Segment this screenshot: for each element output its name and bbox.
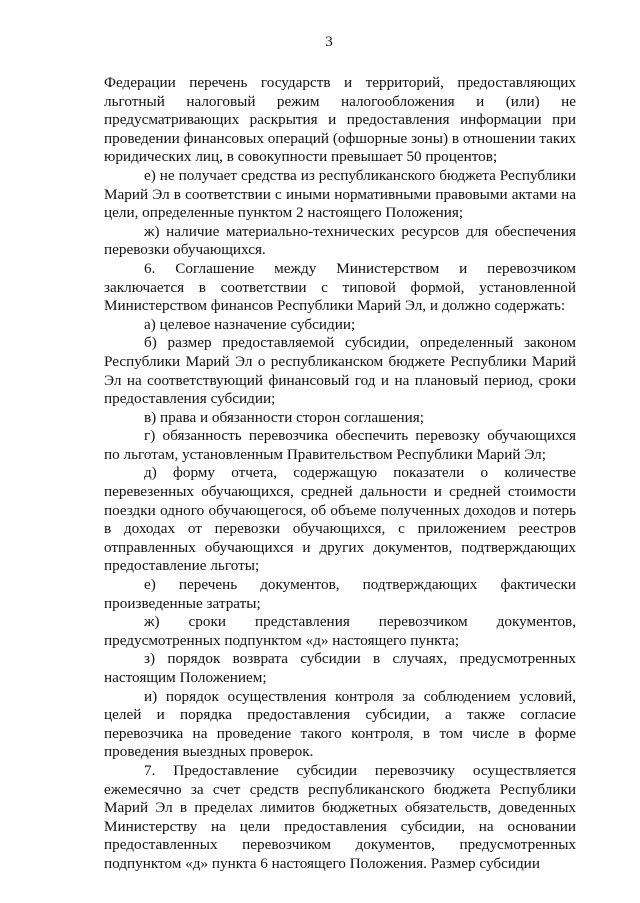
paragraph-clause-6-i: и) порядок осуществления контроля за соблюдением условий, целей и порядка предоставления субсидии, а также согласие перевозчика на проведение такого контроля, в том числе в форме проведения выездных проверок. <box>104 687 576 761</box>
paragraph-clause-6-b: б) размер предоставляемой субсидии, определенный законом Республики Марий Эл о республиканском бюджете Республики Марий Эл на соответствующий финансовый год и на плановый период, сроки предоставления субсидии; <box>104 334 576 408</box>
paragraph-clause-6-z: з) порядок возврата субсидии в случаях, предусмотренных настоящим Положением; <box>104 650 576 686</box>
paragraph-item-zh: ж) наличие материально-технических ресурсов для обеспечения перевозки обучающихся. <box>104 222 576 259</box>
paragraph-continuation: Федерации перечень государств и территорий, предоставляющих льготный налоговый режим налогообложения и (или) не предусматривающих раскрытия и предоставления информации при проведении финансовых операций (офшорные зоны) в отношении таких юридических лиц, в совокупности превышает 50 процентов; <box>104 74 576 166</box>
paragraph-clause-6-a: а) целевое назначение субсидии; <box>144 315 356 333</box>
paragraph-item-e: е) не получает средства из республиканского бюджета Республики Марий Эл в соответствии с иными нормативными правовыми актами на цели, определенные пунктом 2 настоящего Положения; <box>104 166 576 222</box>
paragraph-clause-6: 6. Соглашение между Министерством и перевозчиком заключается в соответствии с типовой формой, установленной Министерством финансов Республики Марий Эл, и должно содержать: <box>104 259 576 315</box>
document-body <box>104 74 576 874</box>
paragraph-clause-6-e: е) перечень документов, подтверждающих фактически произведенные затраты; <box>104 576 576 612</box>
paragraph-clause-7: 7. Предоставление субсидии перевозчику осуществляется ежемесячно за счет средств республиканского бюджета Республики Марий Эл в пределах лимитов бюджетных обязательств, доведенных Министерству на цели предоставления субсидии, на основании предоставленных перевозчиком документов, предусмотренных подпунктом «д» пункта 6 настоящего Положения. Размер субсидии <box>104 761 576 872</box>
page-number: 3 <box>325 34 333 50</box>
paragraph-clause-6-g: г) обязанность перевозчика обеспечить перевозку обучающихся по льготам, установленным Правительством Республики Марий Эл; <box>104 427 576 463</box>
paragraph-clause-6-zh: ж) сроки представления перевозчиком документов, предусмотренных подпунктом «д» настоящего пункта; <box>104 613 576 649</box>
paragraph-clause-6-v: в) права и обязанности сторон соглашения; <box>144 408 425 426</box>
paragraph-clause-6-d: д) форму отчета, содержащую показатели о количестве перевезенных обучающихся, средней дальности и средней стоимости поездки одного обучающегося, об объеме полученных доходов и потерь в доходах от перевозки обучающихся, с приложением реестров отправленных обучающихся и других документов, подтверждающих предоставление льготы; <box>104 464 576 575</box>
